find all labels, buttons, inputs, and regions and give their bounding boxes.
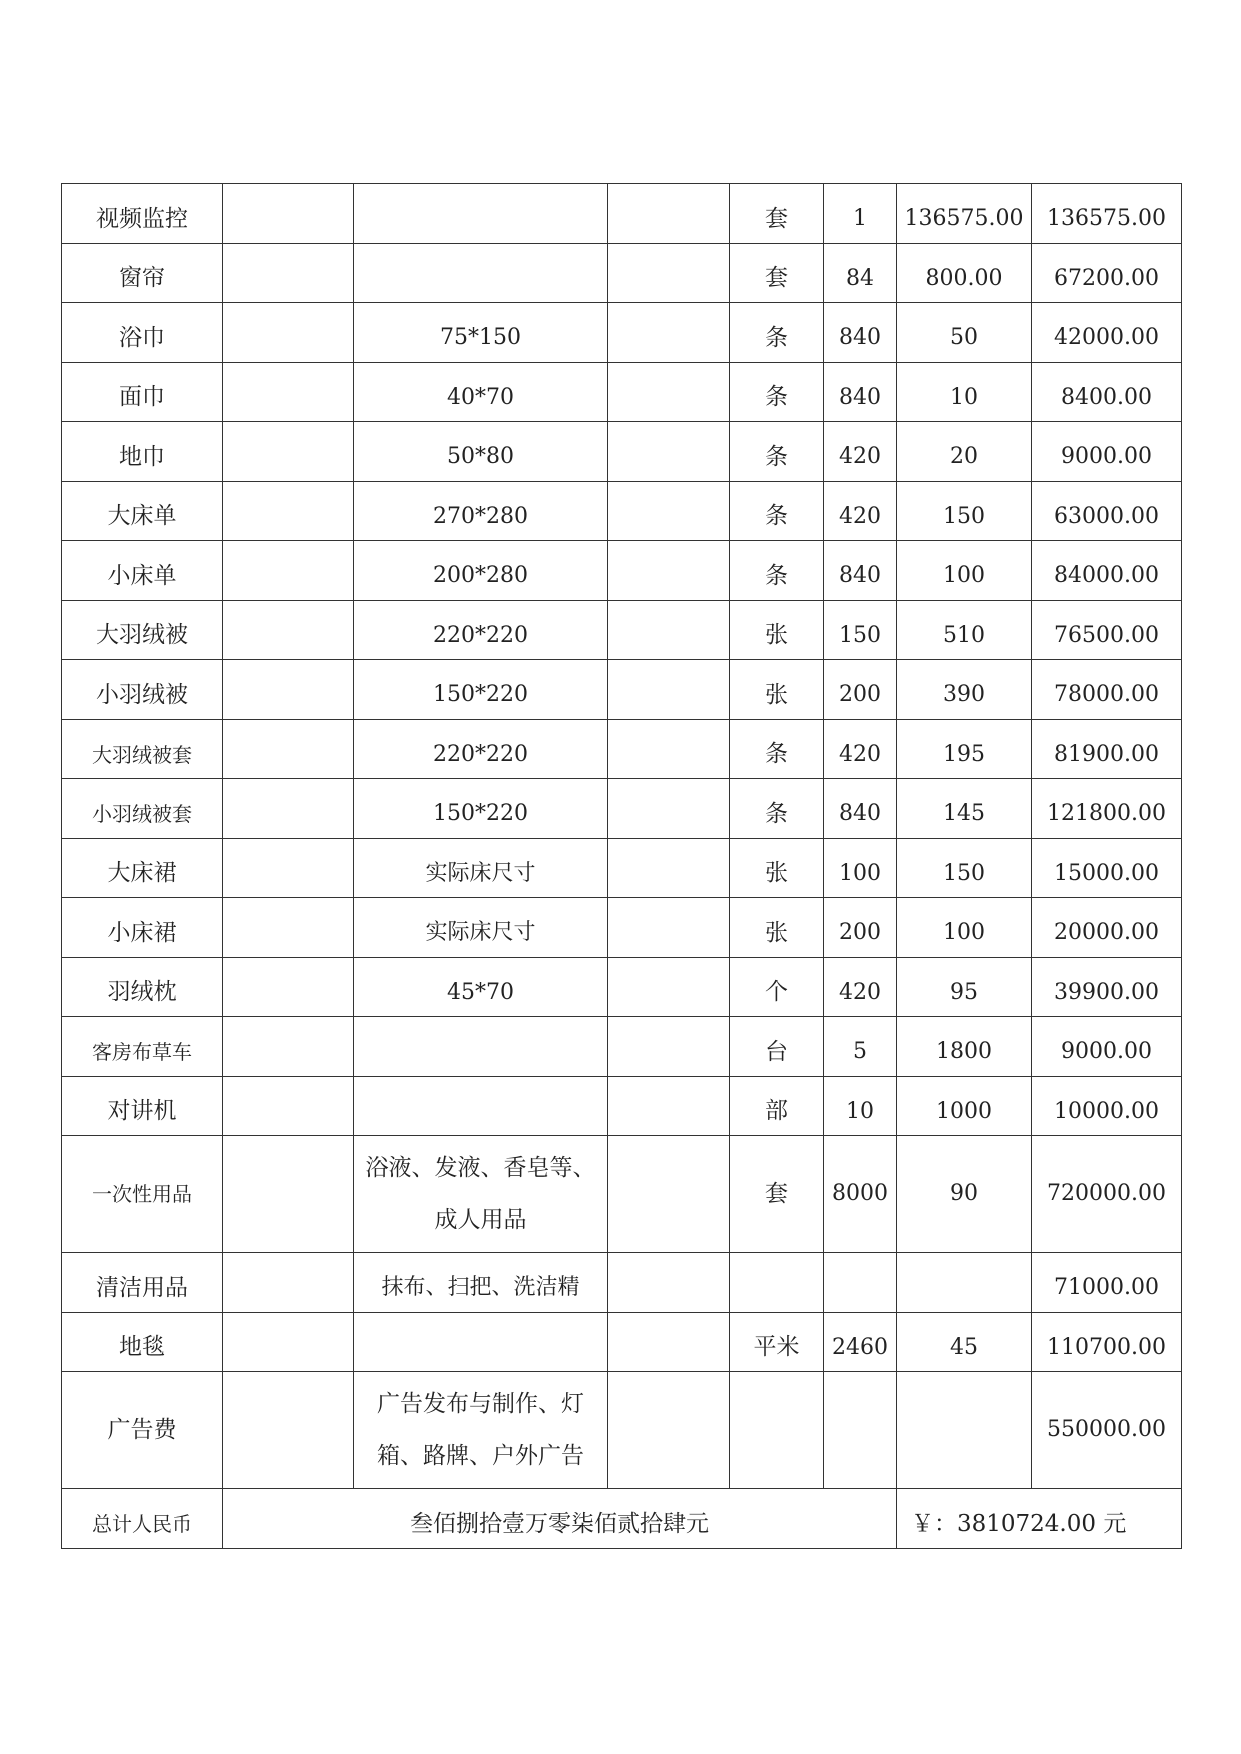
empty-cell — [608, 1017, 730, 1077]
unit-cell — [730, 1253, 824, 1313]
total-cell: 136575.00 — [1032, 184, 1182, 244]
empty-cell — [223, 957, 354, 1017]
table-row — [62, 1253, 1182, 1313]
total-amount-figure: ￥：3810724.00 元 — [897, 1489, 1182, 1549]
spec-cell — [354, 1312, 608, 1372]
spec-line: 箱、路牌、户外广告 — [377, 1443, 584, 1469]
table-row — [62, 184, 1182, 244]
price-cell: 390 — [897, 660, 1032, 720]
unit-cell: 套 — [730, 184, 824, 244]
empty-cell — [223, 1017, 354, 1077]
table-row — [62, 838, 1182, 898]
price-cell: 150 — [897, 838, 1032, 898]
empty-cell — [223, 660, 354, 720]
empty-cell — [608, 898, 730, 958]
total-cell: 15000.00 — [1032, 838, 1182, 898]
qty-cell: 200 — [824, 898, 897, 958]
total-cell: 39900.00 — [1032, 957, 1182, 1017]
item-name-cell: 视频监控 — [62, 184, 223, 244]
total-cell: 67200.00 — [1032, 243, 1182, 303]
empty-cell — [608, 838, 730, 898]
table-row — [62, 898, 1182, 958]
price-cell: 136575.00 — [897, 184, 1032, 244]
qty-cell: 840 — [824, 541, 897, 601]
qty-cell — [824, 1253, 897, 1313]
spec-cell: 实际床尺寸 — [354, 838, 608, 898]
empty-cell — [608, 541, 730, 601]
item-name-cell: 大床裙 — [62, 838, 223, 898]
price-cell — [897, 1253, 1032, 1313]
qty-cell: 840 — [824, 779, 897, 839]
spec-cell: 实际床尺寸 — [354, 898, 608, 958]
total-cell: 550000.00 — [1032, 1372, 1182, 1489]
item-name-cell: 清洁用品 — [62, 1253, 223, 1313]
price-cell — [897, 1372, 1032, 1489]
table-row — [62, 243, 1182, 303]
qty-cell: 200 — [824, 660, 897, 720]
total-cell: 71000.00 — [1032, 1253, 1182, 1313]
empty-cell — [608, 1312, 730, 1372]
unit-cell: 条 — [730, 422, 824, 482]
total-cell: 121800.00 — [1032, 779, 1182, 839]
empty-cell — [608, 1253, 730, 1313]
qty-cell: 840 — [824, 303, 897, 363]
empty-cell — [223, 779, 354, 839]
qty-cell: 1 — [824, 184, 897, 244]
total-cell: 63000.00 — [1032, 481, 1182, 541]
spec-cell — [354, 1372, 608, 1489]
empty-cell — [223, 184, 354, 244]
total-cell: 78000.00 — [1032, 660, 1182, 720]
empty-cell — [608, 1136, 730, 1253]
empty-cell — [223, 481, 354, 541]
item-name-cell: 小床裙 — [62, 898, 223, 958]
empty-cell — [608, 243, 730, 303]
unit-cell: 部 — [730, 1076, 824, 1136]
total-cell: 9000.00 — [1032, 1017, 1182, 1077]
spec-cell — [354, 184, 608, 244]
empty-cell — [608, 660, 730, 720]
item-name-cell: 小羽绒被 — [62, 660, 223, 720]
spec-cell: 200*280 — [354, 541, 608, 601]
qty-cell: 420 — [824, 957, 897, 1017]
spec-cell — [354, 1076, 608, 1136]
empty-cell — [223, 1372, 354, 1489]
empty-cell — [223, 719, 354, 779]
table-row — [62, 1017, 1182, 1077]
table-row — [62, 422, 1182, 482]
empty-cell — [223, 243, 354, 303]
table-row — [62, 957, 1182, 1017]
qty-cell: 8000 — [824, 1136, 897, 1253]
item-name-cell: 面巾 — [62, 362, 223, 422]
price-cell: 1800 — [897, 1017, 1032, 1077]
item-name-cell: 对讲机 — [62, 1076, 223, 1136]
total-cell: 8400.00 — [1032, 362, 1182, 422]
qty-cell: 840 — [824, 362, 897, 422]
qty-cell: 420 — [824, 422, 897, 482]
empty-cell — [223, 1253, 354, 1313]
empty-cell — [608, 362, 730, 422]
spec-cell — [354, 243, 608, 303]
empty-cell — [223, 541, 354, 601]
unit-cell: 张 — [730, 838, 824, 898]
price-cell: 150 — [897, 481, 1032, 541]
empty-cell — [608, 422, 730, 482]
item-name-cell: 地毯 — [62, 1312, 223, 1372]
price-cell: 145 — [897, 779, 1032, 839]
total-cell: 9000.00 — [1032, 422, 1182, 482]
item-name-cell: 地巾 — [62, 422, 223, 482]
table-row — [62, 481, 1182, 541]
table-row — [62, 779, 1182, 839]
total-label: 总计人民币 — [62, 1489, 223, 1549]
price-cell: 510 — [897, 600, 1032, 660]
empty-cell — [608, 600, 730, 660]
price-cell: 100 — [897, 541, 1032, 601]
price-cell: 1000 — [897, 1076, 1032, 1136]
empty-cell — [223, 303, 354, 363]
unit-cell: 套 — [730, 243, 824, 303]
unit-cell: 条 — [730, 481, 824, 541]
price-cell: 50 — [897, 303, 1032, 363]
qty-cell: 2460 — [824, 1312, 897, 1372]
empty-cell — [608, 779, 730, 839]
unit-cell — [730, 1372, 824, 1489]
qty-cell: 420 — [824, 481, 897, 541]
item-name-cell: 小羽绒被套 — [62, 779, 223, 839]
spec-cell: 220*220 — [354, 719, 608, 779]
empty-cell — [608, 719, 730, 779]
unit-cell: 台 — [730, 1017, 824, 1077]
price-cell: 45 — [897, 1312, 1032, 1372]
spec-cell: 抹布、扫把、洗洁精 — [354, 1253, 608, 1313]
spec-cell: 75*150 — [354, 303, 608, 363]
item-name-cell: 客房布草车 — [62, 1017, 223, 1077]
spec-cell — [354, 1017, 608, 1077]
item-name-cell: 大床单 — [62, 481, 223, 541]
price-cell: 800.00 — [897, 243, 1032, 303]
item-name-cell: 浴巾 — [62, 303, 223, 363]
unit-cell: 张 — [730, 600, 824, 660]
price-cell: 20 — [897, 422, 1032, 482]
unit-cell: 套 — [730, 1136, 824, 1253]
spec-line: 广告发布与制作、灯 — [377, 1391, 584, 1417]
table-row — [62, 1312, 1182, 1372]
empty-cell — [608, 481, 730, 541]
total-cell: 76500.00 — [1032, 600, 1182, 660]
qty-cell — [824, 1372, 897, 1489]
table-row — [62, 1136, 1182, 1253]
table-row — [62, 1076, 1182, 1136]
total-cell: 10000.00 — [1032, 1076, 1182, 1136]
empty-cell — [223, 362, 354, 422]
item-name-cell: 窗帘 — [62, 243, 223, 303]
spec-cell: 45*70 — [354, 957, 608, 1017]
procurement-table — [61, 183, 1182, 1549]
spec-cell: 50*80 — [354, 422, 608, 482]
total-cell: 20000.00 — [1032, 898, 1182, 958]
table-row — [62, 303, 1182, 363]
price-cell: 100 — [897, 898, 1032, 958]
spec-cell: 150*220 — [354, 660, 608, 720]
table-row — [62, 719, 1182, 779]
spec-cell: 40*70 — [354, 362, 608, 422]
table-row — [62, 660, 1182, 720]
qty-cell: 84 — [824, 243, 897, 303]
total-amount-words: 叁佰捌拾壹万零柒佰贰拾肆元 — [223, 1489, 897, 1549]
unit-cell: 平米 — [730, 1312, 824, 1372]
table-row — [62, 600, 1182, 660]
total-cell: 110700.00 — [1032, 1312, 1182, 1372]
empty-cell — [223, 1136, 354, 1253]
price-cell: 10 — [897, 362, 1032, 422]
unit-cell: 张 — [730, 660, 824, 720]
item-name-cell: 小床单 — [62, 541, 223, 601]
empty-cell — [608, 1076, 730, 1136]
empty-cell — [608, 184, 730, 244]
table-row — [62, 1372, 1182, 1489]
empty-cell — [608, 1372, 730, 1489]
empty-cell — [223, 898, 354, 958]
unit-cell: 条 — [730, 303, 824, 363]
qty-cell: 150 — [824, 600, 897, 660]
item-name-cell: 广告费 — [62, 1372, 223, 1489]
item-name-cell: 一次性用品 — [62, 1136, 223, 1253]
unit-cell: 条 — [730, 541, 824, 601]
unit-cell: 张 — [730, 898, 824, 958]
empty-cell — [608, 957, 730, 1017]
qty-cell: 420 — [824, 719, 897, 779]
empty-cell — [223, 1312, 354, 1372]
total-cell: 720000.00 — [1032, 1136, 1182, 1253]
total-cell: 84000.00 — [1032, 541, 1182, 601]
spec-line: 成人用品 — [434, 1207, 527, 1233]
item-name-cell: 羽绒枕 — [62, 957, 223, 1017]
empty-cell — [223, 838, 354, 898]
spec-cell: 220*220 — [354, 600, 608, 660]
unit-cell: 条 — [730, 362, 824, 422]
spec-cell: 150*220 — [354, 779, 608, 839]
empty-cell — [223, 600, 354, 660]
qty-cell: 10 — [824, 1076, 897, 1136]
table-row — [62, 541, 1182, 601]
total-cell: 81900.00 — [1032, 719, 1182, 779]
spec-line: 浴液、发液、香皂等、 — [365, 1155, 596, 1181]
empty-cell — [608, 303, 730, 363]
total-cell: 42000.00 — [1032, 303, 1182, 363]
item-name-cell: 大羽绒被 — [62, 600, 223, 660]
unit-cell: 个 — [730, 957, 824, 1017]
spec-cell: 270*280 — [354, 481, 608, 541]
spec-cell — [354, 1136, 608, 1253]
empty-cell — [223, 422, 354, 482]
qty-cell: 100 — [824, 838, 897, 898]
table-row — [62, 362, 1182, 422]
total-row — [62, 1489, 1182, 1549]
price-cell: 95 — [897, 957, 1032, 1017]
price-cell: 195 — [897, 719, 1032, 779]
qty-cell: 5 — [824, 1017, 897, 1077]
unit-cell: 条 — [730, 719, 824, 779]
price-cell: 90 — [897, 1136, 1032, 1253]
unit-cell: 条 — [730, 779, 824, 839]
item-name-cell: 大羽绒被套 — [62, 719, 223, 779]
empty-cell — [223, 1076, 354, 1136]
